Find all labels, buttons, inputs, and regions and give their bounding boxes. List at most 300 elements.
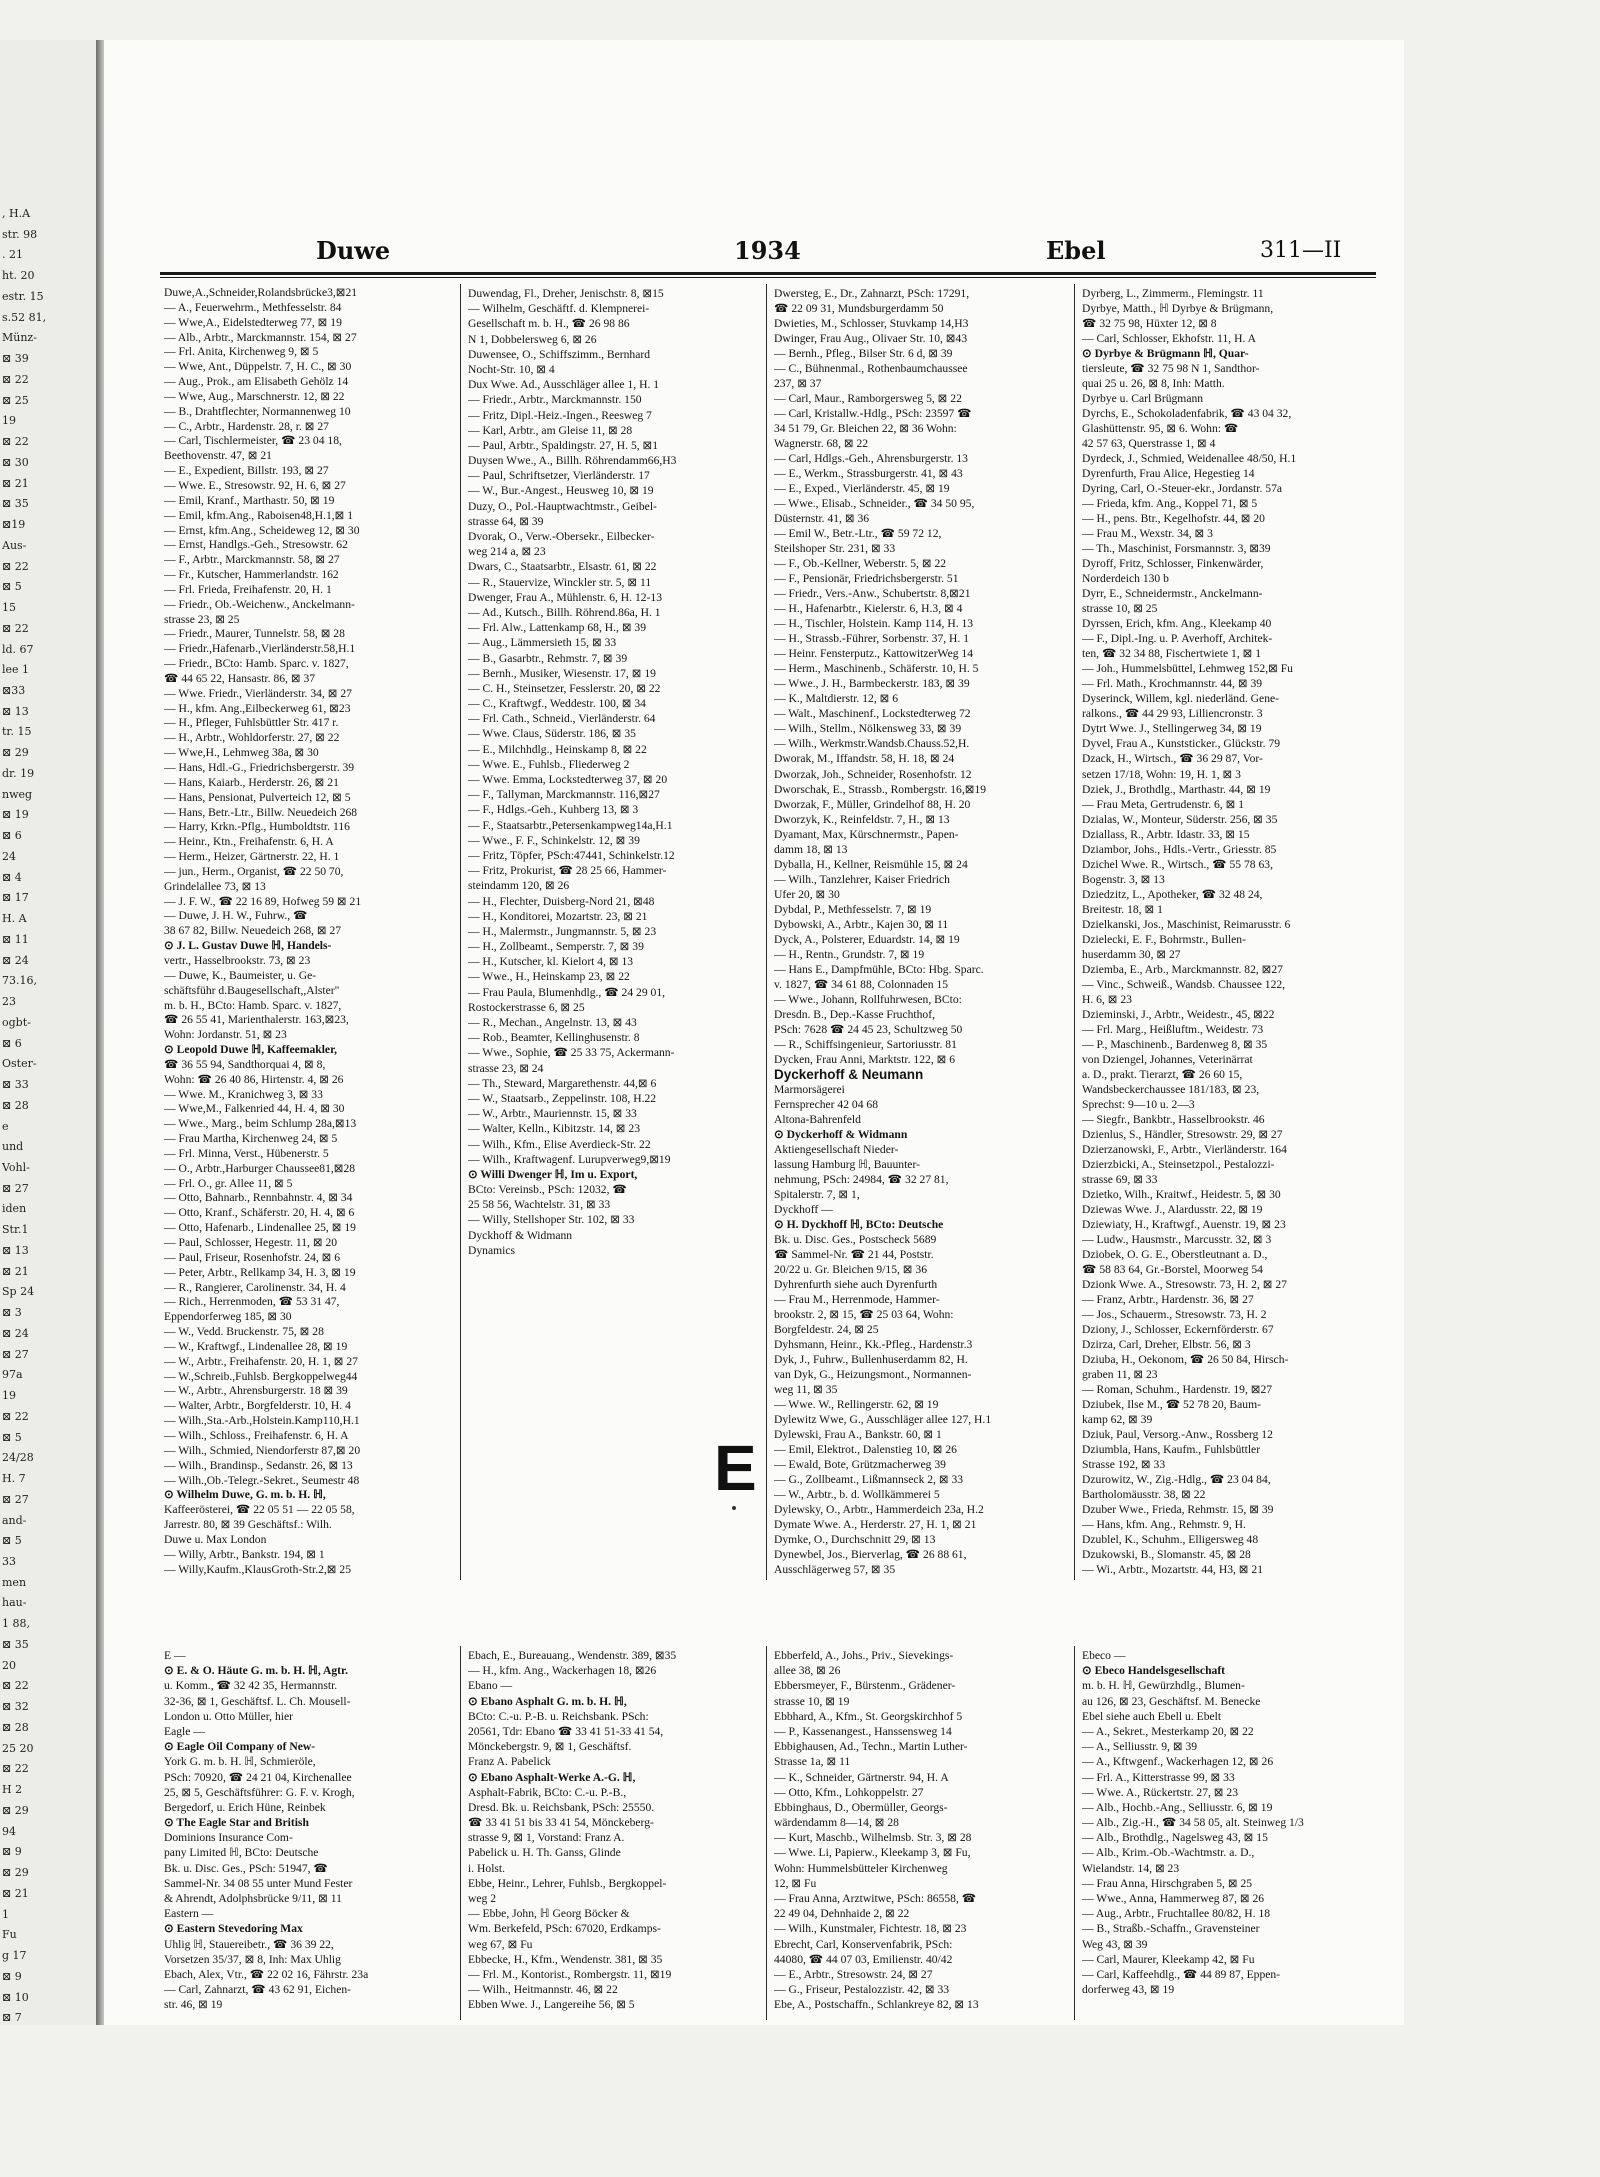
directory-entry: Dziambor, Johs., Hdls.-Vertr., Griesstr. 85	[1082, 842, 1277, 856]
directory-entry: Ebbinghaus, D., Obermüller, Georgs-	[774, 1800, 948, 1814]
directory-entry: — Ebbe, John, ℍ Georg Böcker &	[468, 1907, 630, 1921]
directory-entry: — Frau Paula, Blumenhdlg., ☎ 24 29 01,	[468, 985, 666, 999]
directory-entry: Dytrt Wwe. J., Stellingerweg 34, ⊠ 19	[1082, 722, 1262, 736]
directory-entry: ⊙ Willi Dwenger ℍ, Im u. Export,	[468, 1167, 638, 1181]
directory-entry: ☎ Sammel-Nr. ☎ 21 44, Poststr.	[774, 1248, 934, 1261]
directory-entry: ralkons., ☎ 44 29 93, Lilliencronstr. 3	[1082, 707, 1263, 721]
directory-entry: — Carl, Kaffeehdlg., ☎ 44 89 87, Eppen-	[1082, 1967, 1281, 1981]
directory-entry: Steilshoper Str. 231, ⊠ 33	[774, 542, 896, 556]
previous-page-fragment: ⊠ 39	[2, 352, 29, 366]
column-2	[468, 286, 758, 1578]
directory-entry: — Fritz, Prokurist, ☎ 28 25 66, Hammer-	[468, 864, 667, 878]
column-divider	[1074, 284, 1075, 1580]
directory-entry: — W., Bur.-Angest., Heusweg 10, ⊠ 19	[468, 484, 654, 498]
directory-entry: Spitalerstr. 7, ⊠ 1,	[774, 1187, 860, 1201]
previous-page-fragment: and-	[2, 1513, 27, 1527]
section-letter: E	[714, 1432, 757, 1504]
directory-entry: — Wilh., Stellm., Nölkensweg 33, ⊠ 39	[774, 722, 962, 736]
previous-page-fragment: ogbt-	[2, 1015, 31, 1029]
previous-page-fragment: ⊠ 22	[2, 621, 29, 635]
directory-entry: — Carl, Tischlermeister, ☎ 23 04 18,	[164, 434, 342, 448]
previous-page-fragment: ⊠ 24	[2, 953, 29, 967]
column-4	[1082, 286, 1374, 1578]
directory-entry: — H., Pfleger, Fuhlsbüttler Str. 417 r.	[164, 716, 339, 730]
directory-entry: — Frieda, kfm. Ang., Koppel 71, ⊠ 5	[1082, 497, 1258, 511]
directory-entry: Ebach, E., Bureauang., Wendenstr. 389, ⊠35	[468, 1649, 677, 1662]
column-divider	[460, 284, 461, 1580]
directory-entry: Marmorsägerei	[774, 1082, 845, 1096]
directory-entry: Ebano —	[468, 1679, 513, 1693]
directory-entry: — B., Straßb.-Schaffn., Gravensteiner	[1082, 1922, 1260, 1936]
directory-entry: — Wilh., Brandinsp., Sedanstr. 26, ⊠ 13	[164, 1458, 353, 1472]
directory-entry: — F., Dipl.-Ing. u. P. Averhoff, Architek-	[1082, 632, 1273, 646]
previous-page-fragment: ⊠ 5	[2, 1430, 22, 1444]
directory-entry: ☎ 33 41 51 bis 33 41 54, Mönckeberg-	[468, 1816, 654, 1830]
directory-entry: — H., Tischler, Holstein. Kamp 114, H. 13	[774, 617, 974, 631]
directory-entry: — E., Expedient, Billstr. 193, ⊠ 27	[164, 464, 329, 478]
previous-page-fragment: ⊠ 19	[2, 808, 29, 822]
directory-entry: — A., Feuerwehrm., Methfesselstr. 84	[164, 300, 342, 314]
directory-entry: Wielandstr. 14, ⊠ 23	[1082, 1861, 1180, 1875]
previous-page-fragment: lee 1	[2, 663, 30, 677]
directory-entry: Bk. u. Disc. Ges., Postscheck 5689	[774, 1232, 937, 1246]
directory-entry: Wohn: Hummelsbütteler Kirchenweg	[774, 1861, 948, 1875]
directory-entry: 42 57 63, Querstrasse 1, ⊠ 4	[1082, 437, 1216, 451]
previous-page-fragment: Münz-	[2, 331, 37, 345]
previous-page-fragment: estr. 15	[2, 289, 44, 303]
directory-entry: — Ludw., Hausmstr., Marcusstr. 32, ⊠ 3	[1082, 1232, 1272, 1246]
directory-entry: — Bernh., Pfleg., Bilser Str. 6 d, ⊠ 39	[774, 347, 953, 361]
directory-entry: Dwinger, Frau Aug., Olivaer Str. 10, ⊠43	[774, 332, 968, 346]
previous-page-fragment: ⊠ 3	[2, 1306, 22, 1320]
directory-entry: — Fr., Kutscher, Hammerlandstr. 162	[164, 568, 339, 582]
directory-entry: — Wilhelm, Geschäftf. d. Klempnerei-	[468, 302, 650, 316]
directory-entry: — Hans, kfm. Ang., Rehmstr. 9, H.	[1082, 1518, 1246, 1532]
previous-page-fragment: ⊠19	[2, 518, 26, 532]
directory-entry: setzen 17/18, Wohn: 19, H. 1, ⊠ 3	[1082, 767, 1241, 781]
directory-entry: — Paul, Schlosser, Hegestr. 11, ⊠ 20	[164, 1236, 338, 1249]
directory-entry: Dziedzitz, L., Apotheker, ☎ 32 48 24,	[1082, 887, 1263, 901]
directory-entry: graben 11, ⊠ 23	[1082, 1368, 1158, 1382]
directory-entry: H. 6, ⊠ 23	[1082, 992, 1132, 1006]
directory-entry: ⊙ E. & O. Häute G. m. b. H. ℍ, Agtr.	[164, 1664, 349, 1678]
directory-entry: weg 2	[468, 1892, 497, 1905]
directory-entry: — Frl. Anita, Kirchenweg 9, ⊠ 5	[164, 345, 319, 359]
directory-entry: — Frl. Math., Krochmannstr. 44, ⊠ 39	[1082, 677, 1263, 691]
directory-entry: Dyk, J., Fuhrw., Bullenhuserdamm 82, H.	[774, 1353, 968, 1367]
previous-page-fragment: tr. 15	[2, 725, 32, 739]
previous-page-fragment: Fu	[2, 1928, 17, 1942]
directory-entry: — W., Arbtr., Ahrensburgerstr. 18 ⊠ 39	[164, 1384, 348, 1398]
directory-entry: — Frau Martha, Kirchenweg 24, ⊠ 5	[164, 1132, 338, 1146]
directory-entry: — W., Staatsarb., Zeppelinstr. 108, H.22	[468, 1091, 657, 1105]
directory-entry: Dylewitz Wwe, G., Ausschläger allee 127, H.1	[774, 1413, 992, 1427]
directory-entry: — G., Zollbeamt., Lißmannseck 2, ⊠ 33	[774, 1473, 964, 1487]
directory-entry: quai 25 u. 26, ⊠ 8, Inh: Matth.	[1082, 377, 1225, 391]
directory-entry: — Rob., Beamter, Kellinghusenstr. 8	[468, 1031, 640, 1045]
directory-entry: — H., Arbtr., Wohldorferstr. 27, ⊠ 22	[164, 731, 340, 745]
directory-entry: — Frl. M., Kontorist., Rombergstr. 11, ⊠19	[468, 1967, 672, 1981]
e-column-2	[468, 1648, 758, 2018]
directory-entry: strasse 69, ⊠ 33	[1082, 1172, 1158, 1186]
directory-entry: — H., kfm. Ang., Wackerhagen 18, ⊠26	[468, 1664, 657, 1678]
directory-entry: Duwe,A.,Schneider,Rolandsbrücke3,⊠21	[164, 286, 358, 299]
directory-entry: Dziek, J., Brothdlg., Marthastr. 44, ⊠ 19	[1082, 782, 1271, 796]
directory-entry: Dziallass, R., Arbtr. Idastr. 33, ⊠ 15	[1082, 827, 1250, 841]
directory-entry: — Alb., Zig.-H., ☎ 34 58 05, alt. Steinweg 1/3	[1082, 1816, 1304, 1830]
previous-page-fragment: ⊠ 6	[2, 829, 22, 843]
previous-page-fragment: ⊠ 29	[2, 1866, 29, 1880]
directory-entry: ⊙ The Eagle Star and British	[164, 1816, 309, 1830]
previous-page-fragment: 1	[2, 1907, 9, 1921]
previous-page-fragment: ⊠ 33	[2, 1078, 29, 1092]
directory-entry: Dyrdeck, J., Schmied, Weidenallee 48/50, H.1	[1082, 452, 1297, 466]
directory-entry: Duwendag, Fl., Dreher, Jenischstr. 8, ⊠15	[468, 287, 664, 300]
directory-entry: — Aug., Arbtr., Fruchtallee 80/82, H. 18	[1082, 1907, 1271, 1921]
directory-entry: — Wilh., Schmied, Niendorferstr 87,⊠ 20	[164, 1443, 361, 1457]
directory-entry: — Emil W., Betr.-Ltr., ☎ 59 72 12,	[774, 527, 942, 541]
directory-entry: London u. Otto Müller, hier	[164, 1709, 293, 1723]
directory-entry: au 126, ⊠ 23, Geschäftsf. M. Benecke	[1082, 1694, 1261, 1708]
directory-entry: Dzierzanowski, F., Arbtr., Vierländerstr. 164	[1082, 1142, 1287, 1156]
directory-entry: Sammel-Nr. 34 08 55 unter Mund Fester	[164, 1876, 353, 1890]
directory-entry: — Carl, Maurer, Kleekamp 42, ⊠ Fu	[1082, 1952, 1255, 1966]
directory-entry: dorferweg 43, ⊠ 19	[1082, 1983, 1175, 1997]
directory-entry: Asphalt-Fabrik, BCto: C.-u. P.-B.,	[468, 1785, 627, 1799]
previous-page-fragment: 97a	[2, 1368, 23, 1382]
directory-entry: — Wilh., Kunstmaler, Fichtestr. 18, ⊠ 23	[774, 1922, 967, 1936]
directory-entry: — Otto, Hafenarb., Lindenallee 25, ⊠ 19	[164, 1221, 356, 1235]
directory-entry: — E., Arbtr., Stresowstr. 24, ⊠ 27	[774, 1967, 933, 1981]
directory-entry: — Heinr. Fensterputz., KattowitzerWeg 14	[774, 647, 974, 661]
directory-entry: — Wwe,M., Falkenried 44, H. 4, ⊠ 30	[164, 1102, 345, 1116]
directory-entry: — Wilh., Heitmannstr. 46, ⊠ 22	[468, 1983, 618, 1997]
directory-entry: Dziony, J., Schlosser, Eckernförderstr. 67	[1082, 1323, 1274, 1337]
previous-page-fragment: ⊠ 25	[2, 393, 29, 407]
directory-entry: — E., Exped., Vierländerstr. 45, ⊠ 19	[774, 482, 950, 496]
column-3	[774, 286, 1066, 1578]
directory-entry: — Wwe. E., Stresowstr. 92, H. 6, ⊠ 27	[164, 478, 346, 492]
directory-entry: — Walt., Maschinenf., Lockstedterweg 72	[774, 707, 971, 721]
directory-entry: — Hans, Kaiarb., Herderstr. 26, ⊠ 21	[164, 775, 339, 789]
directory-entry: — Friedr., Ob.-Weichenw., Anckelmann-	[164, 597, 355, 611]
column-divider	[766, 1646, 767, 2020]
directory-entry: Dynewbel, Jos., Bierverlag, ☎ 26 88 61,	[774, 1548, 967, 1562]
previous-page-strip	[0, 40, 96, 2025]
directory-entry: — K., Maltdierstr. 12, ⊠ 6	[774, 692, 899, 706]
directory-entry: — Wwe. E., Fuhlsb., Fliederweg 2	[468, 757, 630, 771]
directory-entry: — Wilh., Schloss., Freihafenstr. 6, H. A	[164, 1428, 349, 1442]
directory-entry: ⊙ Leopold Duwe ℍ, Kaffeemakler,	[164, 1043, 338, 1057]
directory-entry: — A., Selliusstr. 9, ⊠ 39	[1082, 1740, 1198, 1754]
directory-entry: — P., Maschinenb., Bardenweg 8, ⊠ 35	[1082, 1037, 1268, 1051]
directory-entry: Mönckebergstr. 9, ⊠ 1, Geschäftsf.	[468, 1740, 632, 1754]
directory-entry: — W., Arbtr., Mauriennstr. 15, ⊠ 33	[468, 1107, 637, 1121]
directory-entry: Dzienlus, S., Händler, Stresowstr. 29, ⊠ 27	[1082, 1127, 1283, 1141]
directory-entry: Weg 43, ⊠ 39	[1082, 1937, 1148, 1951]
directory-entry: — Carl, Schlosser, Ekhofstr. 11, H. A	[1082, 332, 1256, 346]
directory-entry: Ebel siehe auch Ebell u. Ebelt	[1082, 1709, 1222, 1723]
directory-entry: Dziumbla, Hans, Kaufm., Fuhlsbüttler	[1082, 1443, 1261, 1457]
directory-entry: Ebbhard, A., Kfm., St. Georgskirchhof 5	[774, 1709, 963, 1723]
directory-entry: Strasse 1a, ⊠ 11	[774, 1755, 851, 1769]
previous-page-fragment: ⊠ 4	[2, 870, 22, 884]
directory-entry: — Frl. Minna, Verst., Hübenerstr. 5	[164, 1146, 329, 1160]
header-rule	[160, 272, 1376, 275]
previous-page-fragment: ⊠ 22	[2, 559, 29, 573]
directory-entry: — Frau Anna, Arztwitwe, PSch: 86558, ☎	[774, 1892, 977, 1905]
column-divider	[766, 284, 767, 1580]
directory-entry: — Frau M., Wexstr. 34, ⊠ 3	[1082, 527, 1213, 541]
directory-page	[104, 40, 1404, 2025]
directory-entry: — Alb., Brothdlg., Nagelsweg 43, ⊠ 15	[1082, 1831, 1268, 1845]
previous-page-fragment: ⊠ 35	[2, 1637, 29, 1651]
directory-entry: — Wilh., Werkmstr.Wandsb.Chauss.52,H.	[774, 737, 970, 751]
directory-entry: — H., Strassb.-Führer, Sorbenstr. 37, H. 1	[774, 632, 970, 646]
directory-entry: Dyring, Carl, O.-Steuer-ekr., Jordanstr. 57a	[1082, 482, 1283, 496]
directory-entry: pany Limited ℍ, BCto: Deutsche	[164, 1846, 319, 1860]
directory-entry: i. Holst.	[468, 1861, 506, 1875]
directory-entry: — Rich., Herrenmoden, ☎ 53 31 47,	[164, 1295, 340, 1309]
directory-entry: Dzierzbicki, A., Steinsetzpol., Pestalozzi-	[1082, 1157, 1275, 1171]
previous-page-fragment: ⊠ 21	[2, 476, 29, 490]
directory-entry: — Frl. Frieda, Freihafenstr. 20, H. 1	[164, 582, 332, 596]
directory-entry: — Wi., Arbtr., Mozartstr. 44, H3, ⊠ 21	[1082, 1563, 1263, 1577]
directory-entry: Dyamant, Max, Kürschnermstr., Papen-	[774, 827, 959, 841]
directory-entry: — C., Arbtr., Hardenstr. 28, r. ⊠ 27	[164, 419, 329, 433]
directory-entry: — C. H., Steinsetzer, Fesslerstr. 20, ⊠ 22	[468, 681, 661, 695]
directory-entry: — Frl. Cath., Schneid., Vierländerstr. 64	[468, 712, 656, 726]
previous-page-fragment: ⊠ 35	[2, 497, 29, 511]
directory-entry: — Wwe,H., Lehmweg 38a, ⊠ 30	[164, 746, 319, 760]
directory-entry: — Wwe. Claus, Süderstr. 186, ⊠ 35	[468, 727, 636, 741]
directory-entry: — Fritz, Dipl.-Heiz.-Ingen., Reesweg 7	[468, 408, 652, 422]
directory-entry: Ebbe, Heinr., Lehrer, Fuhlsb., Bergkoppel-	[468, 1876, 667, 1890]
directory-entry: Duzy, O., Pol.-Hauptwachtmstr., Geibel-	[468, 499, 657, 513]
directory-entry: Bk. u. Disc. Ges., PSch: 51947, ☎	[164, 1861, 328, 1875]
directory-entry: Dyrenfurth, Frau Alice, Hegestieg 14	[1082, 467, 1255, 481]
directory-entry: — F., Hdlgs.-Geh., Kuhberg 13, ⊠ 3	[468, 803, 639, 817]
directory-entry: — Wwe., Elisab., Schneider., ☎ 34 50 95,	[774, 497, 975, 511]
directory-entry: ⊙ Ebano Asphalt G. m. b. H. ℍ,	[468, 1694, 627, 1708]
directory-entry: York G. m. b. H. ℍ, Schmieröle,	[164, 1755, 316, 1769]
directory-entry: — Walter, Kelln., Kibitzstr. 14, ⊠ 23	[468, 1122, 641, 1136]
directory-entry: strasse 9, ⊠ 1, Vorstand: Franz A.	[468, 1831, 625, 1845]
directory-entry: — Carl, Maur., Ramborgersweg 5, ⊠ 22	[774, 392, 962, 406]
directory-entry: Dyckerhoff & Neumann	[774, 1066, 924, 1082]
directory-entry: Vorsetzen 35/37, ⊠ 8, Inh: Max Uhlig	[164, 1952, 341, 1966]
column-divider	[460, 1646, 461, 2020]
directory-entry: 20561, Tdr: Ebano ☎ 33 41 51-33 41 54,	[468, 1724, 664, 1738]
directory-entry: — Paul, Friseur, Rosenhofstr. 24, ⊠ 6	[164, 1250, 341, 1264]
directory-entry: — Walter, Arbtr., Borgfelderstr. 10, H. 4	[164, 1399, 351, 1413]
previous-page-fragment: 25 20	[2, 1741, 34, 1755]
directory-entry: Dominions Insurance Com-	[164, 1831, 293, 1845]
directory-entry: Dymate Wwe. A., Herderstr. 27, H. 1, ⊠ 21	[774, 1518, 977, 1532]
directory-entry: — Aug., Lämmersieth 15, ⊠ 33	[468, 636, 617, 650]
previous-page-fragment: 19	[2, 1389, 16, 1403]
directory-entry: Dyvel, Frau A., Kunststicker., Glückstr. 79	[1082, 737, 1281, 751]
directory-entry: — Wwe., J. H., Barmbeckerstr. 183, ⊠ 39	[774, 677, 970, 691]
previous-page-fragment: ⊠ 9	[2, 1969, 22, 1983]
directory-entry: — Wilh.,Ob.-Telegr.-Sekret., Seumestr 48	[164, 1473, 360, 1487]
directory-entry: Eagle —	[164, 1724, 205, 1738]
directory-entry: ⊙ Ebano Asphalt-Werke A.-G. ℍ,	[468, 1770, 636, 1784]
directory-entry: Dyckhoff —	[774, 1202, 833, 1216]
directory-entry: — Friedr.,Hafenarb.,Vierländerstr.58,H.1	[164, 642, 356, 656]
previous-page-fragment: ⊠ 24	[2, 1326, 29, 1340]
directory-entry: — H., Hafenarbtr., Kielerstr. 6, H.3, ⊠ 4	[774, 602, 963, 616]
directory-entry: v. 1827, ☎ 34 61 88, Colonnaden 15	[774, 977, 949, 991]
header-last-name: Ebel	[1046, 236, 1106, 265]
directory-entry: Dzionk Wwe. A., Stresowstr. 73, H. 2, ⊠ 27	[1082, 1278, 1287, 1292]
directory-entry: — Duwe, J. H. W., Fuhrw., ☎	[164, 909, 308, 923]
directory-entry: 237, ⊠ 37	[774, 377, 822, 391]
directory-entry: Dycken, Frau Anni, Marktstr. 122, ⊠ 6	[774, 1052, 956, 1066]
directory-entry: — Otto, Bahnarb., Rennbahnstr. 4, ⊠ 34	[164, 1191, 353, 1205]
directory-entry: Franz A. Pabelick	[468, 1755, 551, 1769]
directory-entry: — W., Arbtr., Freihafenstr. 20, H. 1, ⊠ 27	[164, 1354, 358, 1368]
previous-page-fragment: ⊠ 21	[2, 1886, 29, 1900]
directory-entry: PSch: 70920, ☎ 24 21 04, Kirchenallee	[164, 1770, 352, 1784]
directory-entry: ⊙ Dyrbye & Brügmann ℍ, Quar-	[1082, 347, 1249, 361]
directory-entry: — Wilh.,Sta.-Arb.,Holstein.Kamp110,H.1	[164, 1414, 360, 1428]
directory-entry: — W.,Schreib.,Fuhlsb. Bergkoppelweg44	[164, 1369, 358, 1383]
directory-entry: strasse 23, ⊠ 24	[468, 1061, 544, 1075]
directory-entry: Nocht-Str. 10, ⊠ 4	[468, 362, 555, 376]
directory-entry: str. 46, ⊠ 19	[164, 1998, 223, 2012]
directory-entry: — Hans E., Dampfmühle, BCto: Hbg. Sparc.	[774, 962, 984, 976]
previous-page-fragment: Oster-	[2, 1057, 37, 1071]
directory-entry: — Wwe. Emma, Lockstedterweg 37, ⊠ 20	[468, 773, 668, 786]
directory-entry: — Vinc., Schweiß., Wandsb. Chaussee 122,	[1082, 977, 1286, 991]
directory-entry: Dyckhoff & Widmann	[468, 1228, 573, 1242]
directory-entry: Jarrestr. 80, ⊠ 39 Geschäftsf.: Wilh.	[164, 1518, 332, 1532]
previous-page-fragment: 23	[2, 995, 16, 1009]
directory-entry: ⊙ Ebeco Handelsgesellschaft	[1082, 1664, 1226, 1678]
directory-entry: — B., Gasarbtr., Rehmstr. 7, ⊠ 39	[468, 651, 628, 665]
directory-entry: — J. F. W., ☎ 22 16 89, Hofweg 59 ⊠ 21	[164, 894, 362, 908]
directory-entry: Aktiengesellschaft Nieder-	[774, 1142, 899, 1156]
previous-page-fragment: 24/28	[2, 1451, 34, 1465]
directory-entry: — Carl, Zahnarzt, ☎ 43 62 91, Eichen-	[164, 1983, 352, 1997]
directory-entry: — H., Rentn., Grundstr. 7, ⊠ 19	[774, 947, 925, 961]
directory-entry: kamp 62, ⊠ 39	[1082, 1413, 1153, 1427]
directory-entry: Eppendorferweg 185, ⊠ 30	[164, 1310, 292, 1324]
directory-entry: — Duwe, K., Baumeister, u. Ge-	[164, 968, 317, 982]
previous-page-fragment: und	[2, 1140, 24, 1154]
directory-entry: ☎ 44 65 22, Hansastr. 86, ⊠ 37	[164, 671, 316, 685]
book-binding-shadow	[96, 40, 104, 2025]
directory-entry: — Otto, Kranf., Schäferstr. 20, H. 4, ⊠ 6	[164, 1206, 355, 1220]
directory-entry: Breitestr. 18, ⊠ 1	[1082, 902, 1163, 916]
directory-entry: Wm. Berkefeld, PSch: 67020, Erdkamps-	[468, 1922, 661, 1936]
directory-entry: Wohn: ☎ 26 40 86, Hirtenstr. 4, ⊠ 26	[164, 1072, 344, 1086]
previous-page-fragment: ⊠ 5	[2, 580, 22, 594]
directory-entry: Dworak, M., Iffandstr. 58, H. 18, ⊠ 24	[774, 752, 955, 766]
directory-entry: Dynamics	[468, 1243, 516, 1257]
header-first-name: Duwe	[316, 236, 391, 265]
directory-entry: Ufer 20, ⊠ 30	[774, 887, 840, 901]
directory-entry: Dwersteg, E., Dr., Zahnarzt, PSch: 17291,	[774, 287, 970, 300]
directory-entry: — Emil, Elektrot., Dalenstieg 10, ⊠ 26	[774, 1443, 957, 1457]
directory-entry: Rostockerstrasse 6, ⊠ 25	[468, 1000, 585, 1014]
previous-page-fragment: g 17	[2, 1949, 27, 1963]
previous-page-fragment: ⊠33	[2, 683, 26, 697]
previous-page-fragment: , H.A	[2, 207, 31, 220]
previous-page-fragment: Str.1	[2, 1223, 29, 1237]
directory-entry: — Th., Maschinist, Forsmannstr. 3, ⊠39	[1082, 542, 1271, 556]
directory-entry: u. Komm., ☎ 32 42 35, Hermannstr.	[164, 1679, 338, 1693]
directory-entry: Sprechst: 9—10 u. 2—3	[1082, 1097, 1195, 1111]
previous-page-fragment: ⊠ 17	[2, 891, 29, 905]
header-rule-thin	[160, 277, 1376, 278]
directory-entry: von Dziengel, Johannes, Veterinärrat	[1082, 1052, 1253, 1066]
directory-entry: 32-36, ⊠ 1, Geschäftsf. L. Ch. Mousell-	[164, 1694, 351, 1708]
directory-entry: Dyrssen, Erich, kfm. Ang., Kleekamp 40	[1082, 617, 1272, 631]
directory-entry: 25 58 56, Wachtelstr. 31, ⊠ 33	[468, 1198, 611, 1212]
directory-entry: Dyrbye, Matth., ℍ Dyrbye & Brügmann,	[1082, 302, 1274, 316]
directory-entry: Dwenger, Frau A., Mühlenstr. 6, H. 12-13	[468, 590, 663, 604]
directory-entry: Dzialas, W., Monteur, Süderstr. 256, ⊠ 35	[1082, 812, 1278, 826]
directory-entry: — W., Kraftwgf., Lindenallee 28, ⊠ 19	[164, 1339, 348, 1353]
section-letter-dot	[732, 1506, 736, 1510]
directory-entry: 12, ⊠ Fu	[774, 1876, 817, 1890]
directory-entry: steindamm 120, ⊠ 26	[468, 879, 570, 893]
directory-entry: Ebbecke, H., Kfm., Wendenstr. 381, ⊠ 35	[468, 1952, 663, 1966]
previous-page-fragment: 33	[2, 1555, 16, 1568]
directory-entry: ☎ 26 55 41, Marienthalerstr. 163,⊠23,	[164, 1013, 349, 1027]
directory-entry: — Aug., Prok., am Elisabeth Gehölz 14	[164, 375, 349, 389]
previous-page-fragment: ⊠ 27	[2, 1181, 29, 1195]
directory-entry: m. b. H. ℍ, Gewürzhdlg., Blumen-	[1082, 1679, 1245, 1693]
directory-entry: Bogenstr. 3, ⊠ 13	[1082, 872, 1165, 886]
directory-entry: Ebbersmeyer, F., Bürstenm., Grädener-	[774, 1679, 956, 1693]
directory-entry: allee 38, ⊠ 26	[774, 1664, 841, 1678]
page-number: 311—II	[1260, 238, 1342, 263]
directory-entry: Wandsbeckerchaussee 181/183, ⊠ 23,	[1082, 1082, 1260, 1096]
running-header	[160, 236, 1376, 270]
directory-entry: BCto: C.-u. P.-B. u. Reichsbank. PSch:	[468, 1709, 649, 1723]
directory-entry: — Willy, Stellshoper Str. 102, ⊠ 33	[468, 1213, 635, 1227]
previous-page-fragment: ⊠ 21	[2, 1264, 29, 1278]
directory-entry: damm 18, ⊠ 13	[774, 842, 848, 856]
directory-entry: schäftsführ d.Baugesellschaft,,Alster"	[164, 983, 340, 997]
e-column-1	[164, 1648, 452, 2018]
directory-entry: Dzirza, Carl, Dreher, Elbstr. 56, ⊠ 3	[1082, 1338, 1251, 1352]
directory-entry: Ausschlägerweg 57, ⊠ 35	[774, 1563, 896, 1577]
directory-entry: Duwensee, O., Schiffszimm., Bernhard	[468, 347, 651, 361]
directory-entry: ⊙ Eastern Stevedoring Max	[164, 1922, 303, 1936]
directory-entry: Fernsprecher 42 04 68	[774, 1097, 878, 1111]
directory-entry: — Fritz, Töpfer, PSch:47441, Schinkelstr.12	[468, 848, 675, 862]
directory-entry: weg 67, ⊠ Fu	[468, 1937, 533, 1951]
directory-entry: — Franz, Arbtr., Hardenstr. 36, ⊠ 27	[1082, 1293, 1254, 1307]
directory-entry: Dworschak, E., Strassb., Rombergstr. 16,⊠19	[774, 782, 987, 796]
directory-entry: — Paul, Arbtr., Spaldingstr. 27, H. 5, ⊠1	[468, 438, 659, 452]
directory-entry: — W., Vedd. Bruckenstr. 75, ⊠ 28	[164, 1325, 324, 1339]
previous-page-fragment: ld. 67	[2, 642, 34, 656]
previous-page-fragment: 73.16,	[2, 974, 37, 988]
directory-entry: Eastern —	[164, 1907, 214, 1921]
directory-entry: Dyroff, Fritz, Schlosser, Finkenwärder,	[1082, 557, 1264, 571]
directory-entry: — Harry, Krkn.-Pflg., Humboldtstr. 116	[164, 820, 350, 834]
directory-entry: Dzielkanski, Jos., Maschinist, Reimarusstr. 6	[1082, 917, 1291, 931]
directory-entry: — Ernst, kfm.Ang., Scheideweg 12, ⊠ 30	[164, 523, 360, 537]
directory-entry: Gesellschaft m. b. H., ☎ 26 98 86	[468, 317, 630, 331]
directory-entry: — Wwe., Johann, Rollfuhrwesen, BCto:	[774, 992, 962, 1006]
previous-page-fragment: iden	[2, 1202, 27, 1216]
